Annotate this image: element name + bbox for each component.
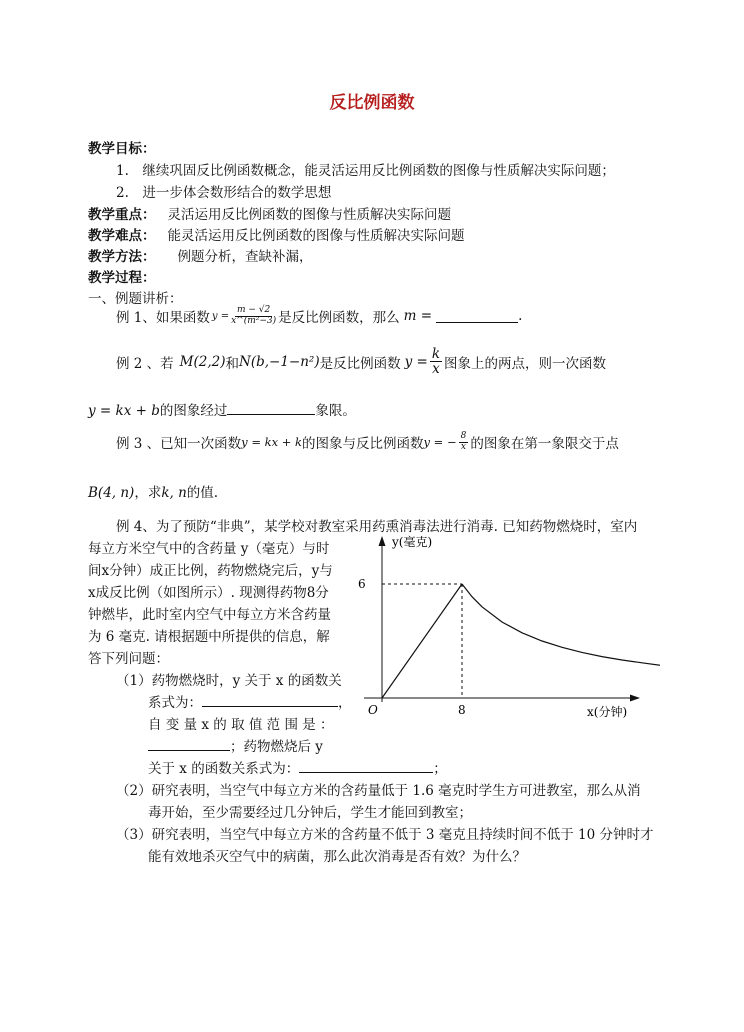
ex1-numerator: m − √2 [237,305,271,316]
method-row [88,245,313,265]
origin-label: O [368,703,378,717]
ex1-denominator: x^(m²−3) [231,315,277,326]
y-axis-label: y(毫克) [392,535,433,549]
difficulty-row [88,224,465,244]
y-axis-arrow [379,536,386,546]
x-axis-label: x(分钟) [587,705,628,719]
ex3-fraction [459,432,469,452]
ex2-x: x [432,361,440,378]
ex3-func1: y = kx + k [241,435,302,449]
ex4-q1-line4-end: ；药物燃烧后 y [230,739,323,755]
ex4-q1-blank-3[interactable] [299,760,433,773]
ex4-q1-blank-1[interactable] [202,694,338,707]
ex2-line2-mid: 的图象经过 [159,403,228,419]
ex1-m-eq: m = [403,308,433,324]
goal-item-2: 2. 进一步体会数形结合的数学思想 [116,185,332,201]
ex4-para-6: 答下列问题： [88,651,169,667]
ex1-fraction [231,306,276,326]
ex4-q1-line5-end: ； [433,761,447,777]
process-label: 教学过程： [88,270,156,286]
ex4-q1-line-1: （1）药物燃烧时，y 关于 x 的函数关 [116,673,342,689]
ex2-y-eq: y = [404,353,428,370]
ex2-k: k [431,346,441,362]
ex3-line2-end: 的值. [186,485,219,501]
goals-heading: 教学目标： [88,141,156,157]
ex4-q1-line-3: 自 变 量 x 的 取 值 范 围 是 ： [148,717,334,733]
ex3-after: 的图象在第一象限交于点 [470,436,619,452]
ex4-para-2: 间x分钟）成正比例，药物燃烧完后，y与 [88,563,333,579]
ex2-linear-func: y = kx + b [88,403,160,419]
ex4-q3-line-2: 能有效地杀灭空气中的病菌，那么此次消毒是否有效？为什么？ [148,849,526,865]
ex2-and: 和 [225,355,239,372]
example-3-line-2 [88,481,218,501]
ex1-prefix: 例 1、如果函数 [116,310,210,326]
ex4-q1-line-2 [148,691,352,711]
difficulty-label: 教学难点： [88,228,156,244]
difficulty-text: 能灵活运用反比例函数的图像与性质解决实际问题 [167,228,465,244]
ex4-q1-line-4 [148,735,323,755]
y-tick-label: 6 [358,577,366,591]
ex4-q1-line2-end: ， [338,695,352,711]
ex3-middle: 的图象与反比例函数 [302,436,424,452]
ex3-vars: k, n [161,485,187,501]
x-axis-arrow [630,695,640,702]
ex1-middle: 是反比例函数，那么 [278,310,400,326]
ex1-end: . [518,308,523,324]
ex1-y-eq: y = [211,310,230,322]
ex4-line-1: 例 4、为了预防“非典”，某学校对教室采用药熏消毒法进行消毒. 已知药物燃烧时，室内 [116,519,638,535]
ex4-q1-line5-label: 关于 x 的函数关系式为： [148,761,300,777]
ex3-y-eq: y = − [423,435,457,449]
method-text: 例题分析，查缺补漏， [177,249,313,265]
key-point-row [88,203,451,223]
ex2-point-m: M(2,2) [179,353,226,370]
x-tick-label: 8 [458,703,466,717]
example-1 [116,306,522,326]
series-inverse-curve [462,584,660,670]
ex2-line2-end: 象限。 [315,403,356,419]
ex1-answer-blank[interactable] [436,310,518,323]
key-point-label: 教学重点： [88,207,156,223]
page-title: 反比例函数 [329,93,415,113]
ex4-para-1: 每立方米空气中的含药量 y（毫克）与时 [88,541,330,557]
series-linear-segment [382,584,462,698]
dosage-chart [340,526,660,726]
ex4-q1-line2-label: 系式为： [148,695,202,711]
ex4-q2-line-2: 毒开始，至少需要经过几分钟后，学生才能回到教室； [148,805,472,821]
ex4-q3-line-1: （3）研究表明，当空气中每立方米的含药量不低于 3 毫克且持续时间不低于 10 分钟时才 [116,827,654,843]
ex2-after: 图象上的两点，则一次函数 [444,355,607,372]
ex3-denominator: x [460,441,466,452]
ex2-prefix: 例 2 、若 [116,355,174,372]
ex2-point-n: N(b,−1−n²) [239,353,320,370]
ex2-fraction [430,347,442,376]
ex2-answer-blank[interactable] [227,402,315,415]
ex3-line2: ，求 [134,485,162,501]
ex4-q1-blank-2[interactable] [148,738,230,751]
ex4-para-5: 为 6 毫克. 请根据题中所提供的信息，解 [88,629,330,645]
example-2-line-2 [88,399,356,419]
ex4-para-4: 钟燃毕，此时室内空气中每立方米含药量 [88,607,331,623]
ex3-point: B(4, n) [88,485,135,501]
ex3-prefix: 例 3 、已知一次函数 [116,436,242,452]
example-3-line-1 [116,432,619,452]
ex2-middle: 是反比例函数 [319,355,401,372]
ex4-q1-line-5 [148,757,447,777]
ex4-q2-line-1: （2）研究表明，当空气中每立方米的含药量低于 1.6 毫克时学生方可进教室，那么从消 [116,783,641,799]
key-point-text: 灵活运用反比例函数的图像与性质解决实际问题 [167,207,451,223]
goal-item-1: 1. 继续巩固反比例函数概念，能灵活运用反比例函数的图像与性质解决实际问题； [116,163,615,179]
method-label: 教学方法： [88,249,156,265]
ex4-para-3: x成反比例（如图所示）. 现测得药物8分 [88,585,329,601]
example-2-line-1 [116,347,606,376]
ex3-numerator: 8 [460,431,467,442]
section-1-heading: 一、例题讲析： [88,291,183,307]
